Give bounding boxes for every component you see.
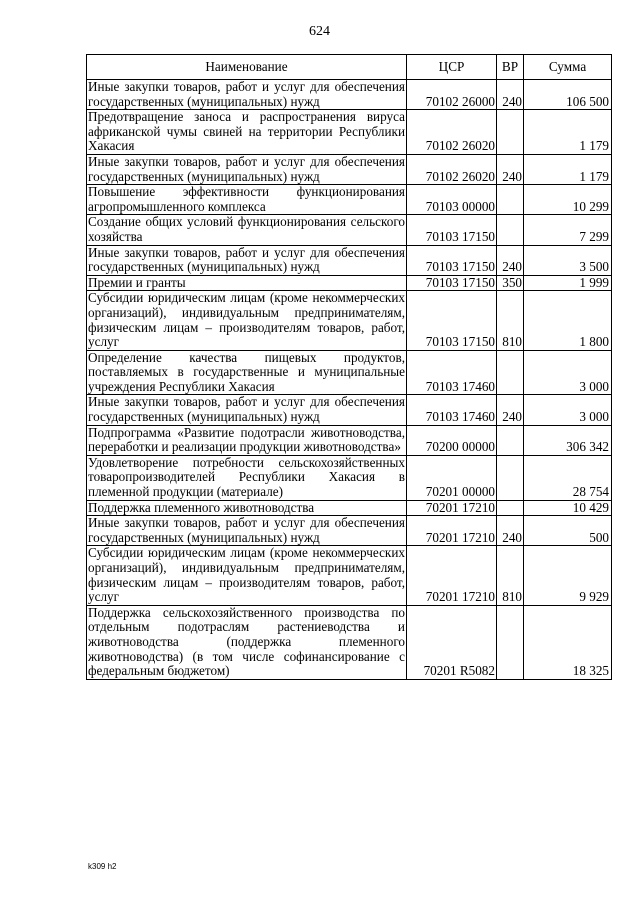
row-vr (497, 605, 524, 679)
row-csr: 70103 17150 (407, 215, 497, 245)
table-row (87, 350, 612, 395)
row-sum: 10 299 (524, 185, 612, 215)
row-sum: 28 754 (524, 455, 612, 500)
row-name: Субсидии юридическим лицам (кроме некоммерческих организаций), индивидуальным предпринимателям, физическим лицам – производителям товаров, работ, услуг (88, 290, 405, 350)
row-sum: 3 000 (524, 350, 612, 395)
table-row (87, 546, 612, 605)
footer-code: k309 h2 (88, 862, 117, 871)
row-sum: 500 (524, 516, 612, 546)
table-row (87, 425, 612, 455)
row-csr: 70201 17210 (407, 500, 497, 516)
row-csr: 70103 17460 (407, 350, 497, 395)
row-sum: 10 429 (524, 500, 612, 516)
row-csr: 70103 00000 (407, 185, 497, 215)
row-csr: 70103 17150 (407, 275, 497, 291)
row-sum: 1 999 (524, 275, 612, 291)
row-name: Определение качества пищевых продуктов, поставляемых в государственные и муниципальные учреждения Республики Хакасия (88, 349, 405, 394)
row-vr (497, 425, 524, 455)
row-sum: 7 299 (524, 215, 612, 245)
row-name: Иные закупки товаров, работ и услуг для обеспечения государственных (муниципальных) нужд (88, 394, 405, 425)
row-csr: 70103 17150 (407, 245, 497, 275)
row-csr: 70103 17460 (407, 395, 497, 425)
page-number: 624 (309, 24, 330, 39)
row-name: Поддержка племенного животноводства (87, 500, 407, 516)
row-name: Создание общих условий функционирования сельского хозяйства (88, 214, 405, 244)
row-sum: 306 342 (524, 425, 612, 455)
row-name: Иные закупки товаров, работ и услуг для обеспечения государственных (муниципальных) нужд (88, 153, 405, 184)
row-sum: 1 179 (524, 154, 612, 184)
row-csr: 70102 26020 (407, 154, 497, 184)
row-sum: 9 929 (524, 546, 612, 605)
budget-table (86, 54, 612, 680)
table-row (87, 215, 612, 245)
row-name: Субсидии юридическим лицам (кроме некоммерческих организаций), индивидуальным предпринимателям, физическим лицам – производителям товаров, работ, услуг (88, 545, 405, 605)
row-csr: 70103 17150 (407, 291, 497, 350)
row-vr: 240 (497, 154, 524, 184)
row-csr: 70201 17210 (407, 516, 497, 546)
row-csr: 70200 00000 (407, 425, 497, 455)
row-vr: 810 (497, 291, 524, 350)
header-vr: ВР (497, 55, 524, 80)
header-name: Наименование (87, 55, 407, 80)
table-row (87, 80, 612, 110)
row-vr (497, 455, 524, 500)
table-row (87, 516, 612, 546)
row-vr: 240 (497, 395, 524, 425)
row-vr: 810 (497, 546, 524, 605)
row-name: Премии и гранты (87, 275, 407, 291)
row-name: Поддержка сельскохозяйственного производства по отдельным подотраслям растениеводства и животноводства (поддержка племенного животноводства) (в том числе софинансирование с федеральным бюджетом) (88, 604, 405, 679)
row-vr (497, 500, 524, 516)
table-row (87, 185, 612, 215)
row-vr: 240 (497, 245, 524, 275)
row-csr: 70201 R5082 (407, 605, 497, 679)
row-vr: 240 (497, 80, 524, 110)
table-row (87, 154, 612, 184)
row-sum: 18 325 (524, 605, 612, 679)
row-csr: 70102 26020 (407, 110, 497, 155)
row-sum: 1 800 (524, 291, 612, 350)
row-csr: 70201 00000 (407, 455, 497, 500)
row-name: Повышение эффективности функционирования агропромышленного комплекса (88, 184, 405, 214)
table-row (87, 605, 612, 679)
row-sum: 3 000 (524, 395, 612, 425)
row-vr (497, 110, 524, 155)
row-name: Удовлетворение потребности сельскохозяйственных товаропроизводителей Республики Хакасия в племенной продукции (материале) (88, 454, 405, 500)
table-row (87, 275, 612, 291)
table-header-row (87, 55, 612, 80)
row-csr: 70102 26000 (407, 80, 497, 110)
table-row (87, 455, 612, 500)
table-row (87, 395, 612, 425)
row-vr (497, 185, 524, 215)
row-name: Подпрограмма «Развитие подотрасли животноводства, переработки и реализации продукции животноводства» (88, 424, 405, 455)
row-vr: 240 (497, 516, 524, 546)
header-sum: Сумма (524, 55, 612, 80)
row-sum: 1 179 (524, 110, 612, 155)
row-vr (497, 350, 524, 395)
row-sum: 106 500 (524, 80, 612, 110)
row-name: Предотвращение заноса и распространения вируса африканской чумы свиней на территории Республики Хакасия (88, 109, 405, 154)
row-name: Иные закупки товаров, работ и услуг для обеспечения государственных (муниципальных) нужд (88, 244, 405, 275)
header-csr: ЦСР (407, 55, 497, 80)
row-name: Иные закупки товаров, работ и услуг для обеспечения государственных (муниципальных) нужд (88, 79, 405, 109)
row-csr: 70201 17210 (407, 546, 497, 605)
table-row (87, 291, 612, 350)
row-vr: 350 (497, 275, 524, 291)
table-row (87, 245, 612, 275)
table-row (87, 110, 612, 155)
table-row (87, 500, 612, 516)
row-name: Иные закупки товаров, работ и услуг для обеспечения государственных (муниципальных) нужд (88, 515, 405, 545)
row-vr (497, 215, 524, 245)
row-sum: 3 500 (524, 245, 612, 275)
